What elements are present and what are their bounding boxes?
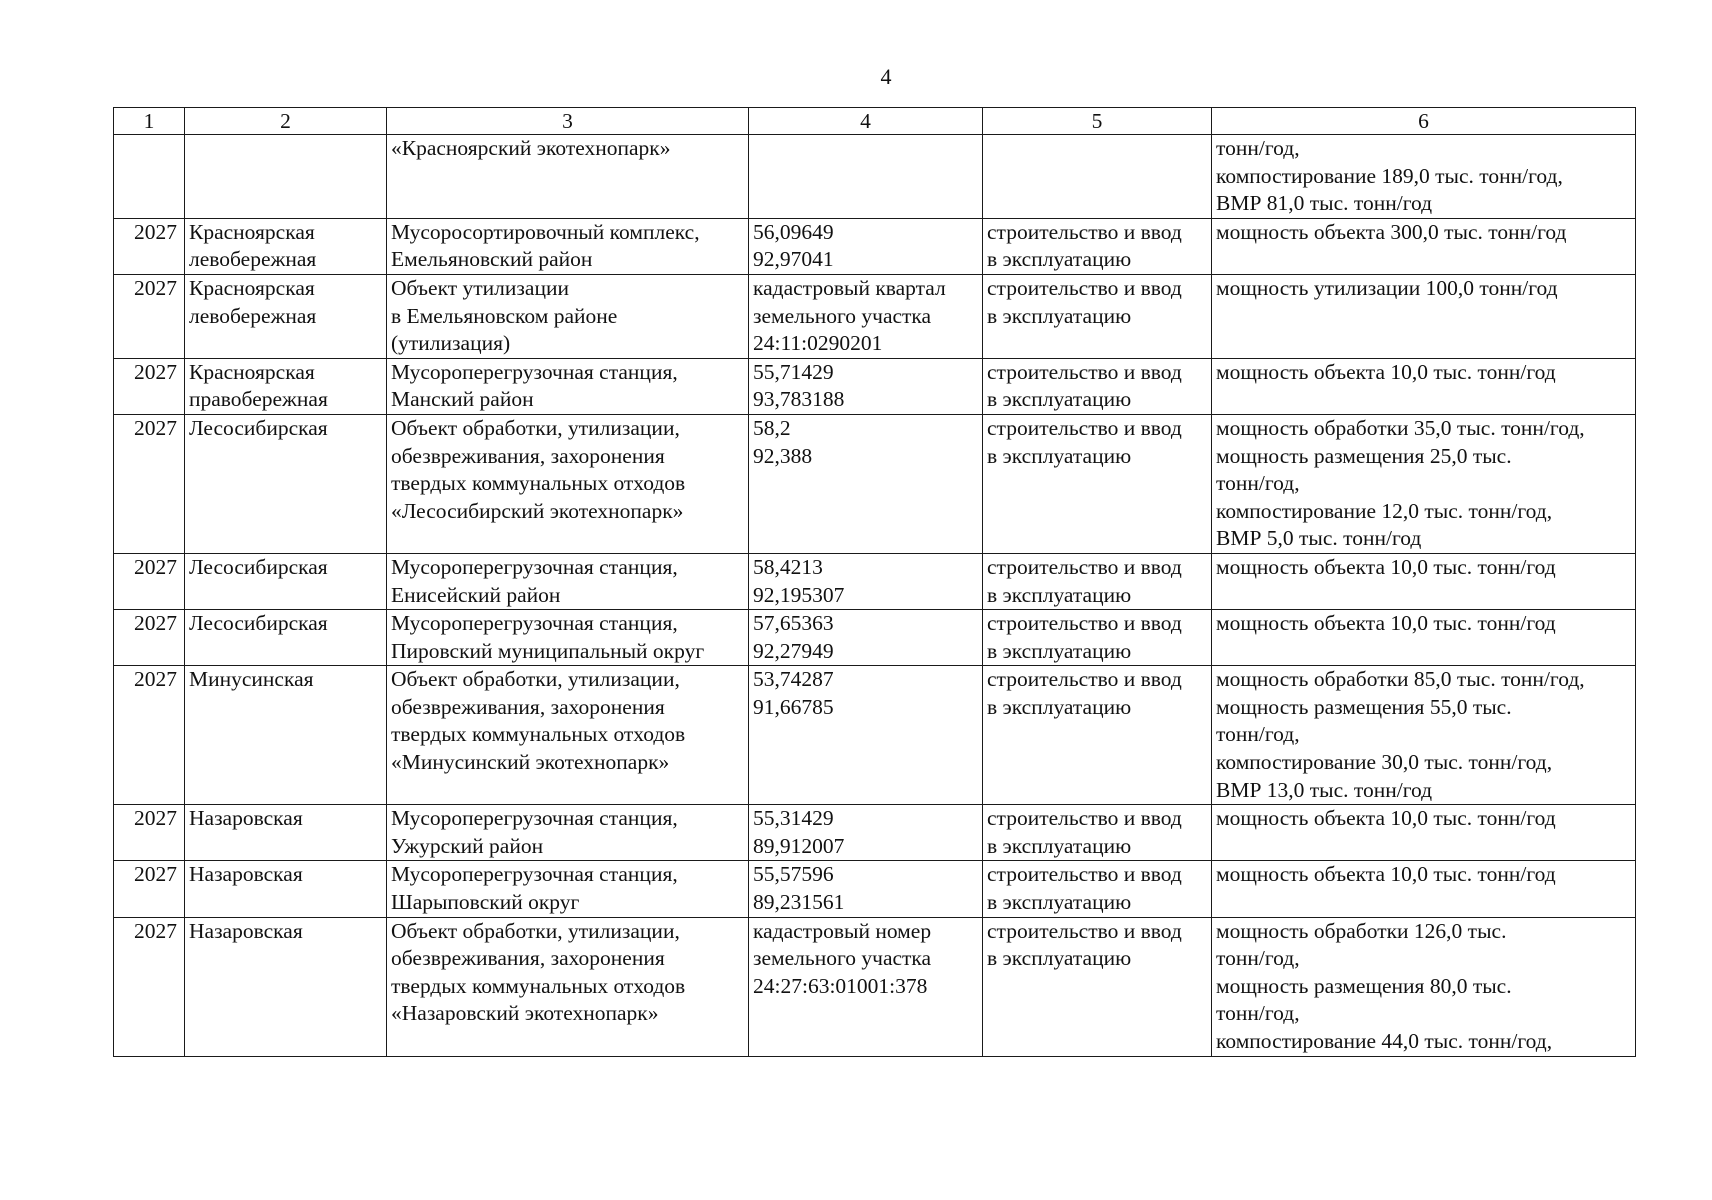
zone-cell: Лесосибирская <box>185 553 387 609</box>
location-cell <box>749 135 983 219</box>
page-number: 4 <box>880 64 892 89</box>
capacity-cell: мощность обработки 85,0 тыс. тонн/год, мощность размещения 55,0 тыс. тонн/год, компостирование 30,0 тыс. тонн/год, ВМР 13,0 тыс. тонн/год <box>1212 666 1636 805</box>
year-cell: 2027 <box>114 358 185 414</box>
table-row <box>114 553 1636 609</box>
object-cell: Мусороперегрузочная станция, Енисейский район <box>387 553 749 609</box>
capacity-cell: мощность обработки 126,0 тыс. тонн/год, мощность размещения 80,0 тыс. тонн/год, компостирование 44,0 тыс. тонн/год, <box>1212 917 1636 1056</box>
year-cell: 2027 <box>114 917 185 1056</box>
action-cell: строительство и ввод в эксплуатацию <box>983 414 1212 553</box>
object-cell: «Красноярский экотехнопарк» <box>387 135 749 219</box>
zone-cell: Назаровская <box>185 917 387 1056</box>
object-cell: Мусороперегрузочная станция, Манский район <box>387 358 749 414</box>
table-row <box>114 274 1636 358</box>
action-cell: строительство и ввод в эксплуатацию <box>983 610 1212 666</box>
zone-cell: Красноярская правобережная <box>185 358 387 414</box>
object-cell: Объект обработки, утилизации, обезвреживания, захоронения твердых коммунальных отходов «Назаровский экотехнопарк» <box>387 917 749 1056</box>
table-row <box>114 358 1636 414</box>
location-cell: кадастровый квартал земельного участка 24:11:0290201 <box>749 274 983 358</box>
zone-cell: Красноярская левобережная <box>185 218 387 274</box>
capacity-cell: мощность объекта 10,0 тыс. тонн/год <box>1212 553 1636 609</box>
zone-cell: Назаровская <box>185 805 387 861</box>
action-cell: строительство и ввод в эксплуатацию <box>983 274 1212 358</box>
object-cell: Объект обработки, утилизации, обезвреживания, захоронения твердых коммунальных отходов «Минусинский экотехнопарк» <box>387 666 749 805</box>
zone-cell: Минусинская <box>185 666 387 805</box>
year-cell: 2027 <box>114 610 185 666</box>
action-cell: строительство и ввод в эксплуатацию <box>983 666 1212 805</box>
object-cell: Мусоросортировочный комплекс, Емельяновский район <box>387 218 749 274</box>
location-cell: 53,74287 91,66785 <box>749 666 983 805</box>
year-cell <box>114 135 185 219</box>
action-cell <box>983 135 1212 219</box>
year-cell: 2027 <box>114 861 185 917</box>
location-cell: 55,71429 93,783188 <box>749 358 983 414</box>
capacity-cell: мощность обработки 35,0 тыс. тонн/год, мощность размещения 25,0 тыс. тонн/год, компостирование 12,0 тыс. тонн/год, ВМР 5,0 тыс. тонн/год <box>1212 414 1636 553</box>
capacity-cell: мощность объекта 10,0 тыс. тонн/год <box>1212 861 1636 917</box>
location-cell: 55,57596 89,231561 <box>749 861 983 917</box>
action-cell: строительство и ввод в эксплуатацию <box>983 358 1212 414</box>
year-cell: 2027 <box>114 666 185 805</box>
capacity-cell: мощность объекта 10,0 тыс. тонн/год <box>1212 610 1636 666</box>
object-cell: Объект утилизации в Емельяновском районе (утилизация) <box>387 274 749 358</box>
table-row <box>114 414 1636 553</box>
column-header: 6 <box>1212 108 1636 135</box>
action-cell: строительство и ввод в эксплуатацию <box>983 861 1212 917</box>
action-cell: строительство и ввод в эксплуатацию <box>983 917 1212 1056</box>
action-cell: строительство и ввод в эксплуатацию <box>983 218 1212 274</box>
zone-cell: Назаровская <box>185 861 387 917</box>
zone-cell <box>185 135 387 219</box>
capacity-cell: мощность объекта 300,0 тыс. тонн/год <box>1212 218 1636 274</box>
table-row <box>114 917 1636 1056</box>
object-cell: Мусороперегрузочная станция, Пировский муниципальный округ <box>387 610 749 666</box>
column-header: 4 <box>749 108 983 135</box>
year-cell: 2027 <box>114 553 185 609</box>
location-cell: 55,31429 89,912007 <box>749 805 983 861</box>
table-body <box>114 108 1636 1057</box>
capacity-cell: мощность объекта 10,0 тыс. тонн/год <box>1212 358 1636 414</box>
table-row <box>114 666 1636 805</box>
location-cell: 56,09649 92,97041 <box>749 218 983 274</box>
zone-cell: Красноярская левобережная <box>185 274 387 358</box>
table-row <box>114 218 1636 274</box>
year-cell: 2027 <box>114 414 185 553</box>
capacity-cell: мощность утилизации 100,0 тонн/год <box>1212 274 1636 358</box>
year-cell: 2027 <box>114 218 185 274</box>
action-cell: строительство и ввод в эксплуатацию <box>983 805 1212 861</box>
location-cell: кадастровый номер земельного участка 24:27:63:01001:378 <box>749 917 983 1056</box>
object-cell: Мусороперегрузочная станция, Шарыповский округ <box>387 861 749 917</box>
object-cell: Мусороперегрузочная станция, Ужурский район <box>387 805 749 861</box>
table-row <box>114 861 1636 917</box>
table-row <box>114 135 1636 219</box>
table-row <box>114 805 1636 861</box>
table-row <box>114 610 1636 666</box>
zone-cell: Лесосибирская <box>185 414 387 553</box>
zone-cell: Лесосибирская <box>185 610 387 666</box>
column-header: 3 <box>387 108 749 135</box>
column-header: 2 <box>185 108 387 135</box>
object-cell: Объект обработки, утилизации, обезвреживания, захоронения твердых коммунальных отходов «Лесосибирский экотехнопарк» <box>387 414 749 553</box>
location-cell: 57,65363 92,27949 <box>749 610 983 666</box>
column-header: 1 <box>114 108 185 135</box>
action-cell: строительство и ввод в эксплуатацию <box>983 553 1212 609</box>
location-cell: 58,2 92,388 <box>749 414 983 553</box>
year-cell: 2027 <box>114 274 185 358</box>
facilities-table <box>113 107 1636 1057</box>
year-cell: 2027 <box>114 805 185 861</box>
capacity-cell: тонн/год, компостирование 189,0 тыс. тонн/год, ВМР 81,0 тыс. тонн/год <box>1212 135 1636 219</box>
capacity-cell: мощность объекта 10,0 тыс. тонн/год <box>1212 805 1636 861</box>
table-header-row <box>114 108 1636 135</box>
column-header: 5 <box>983 108 1212 135</box>
location-cell: 58,4213 92,195307 <box>749 553 983 609</box>
